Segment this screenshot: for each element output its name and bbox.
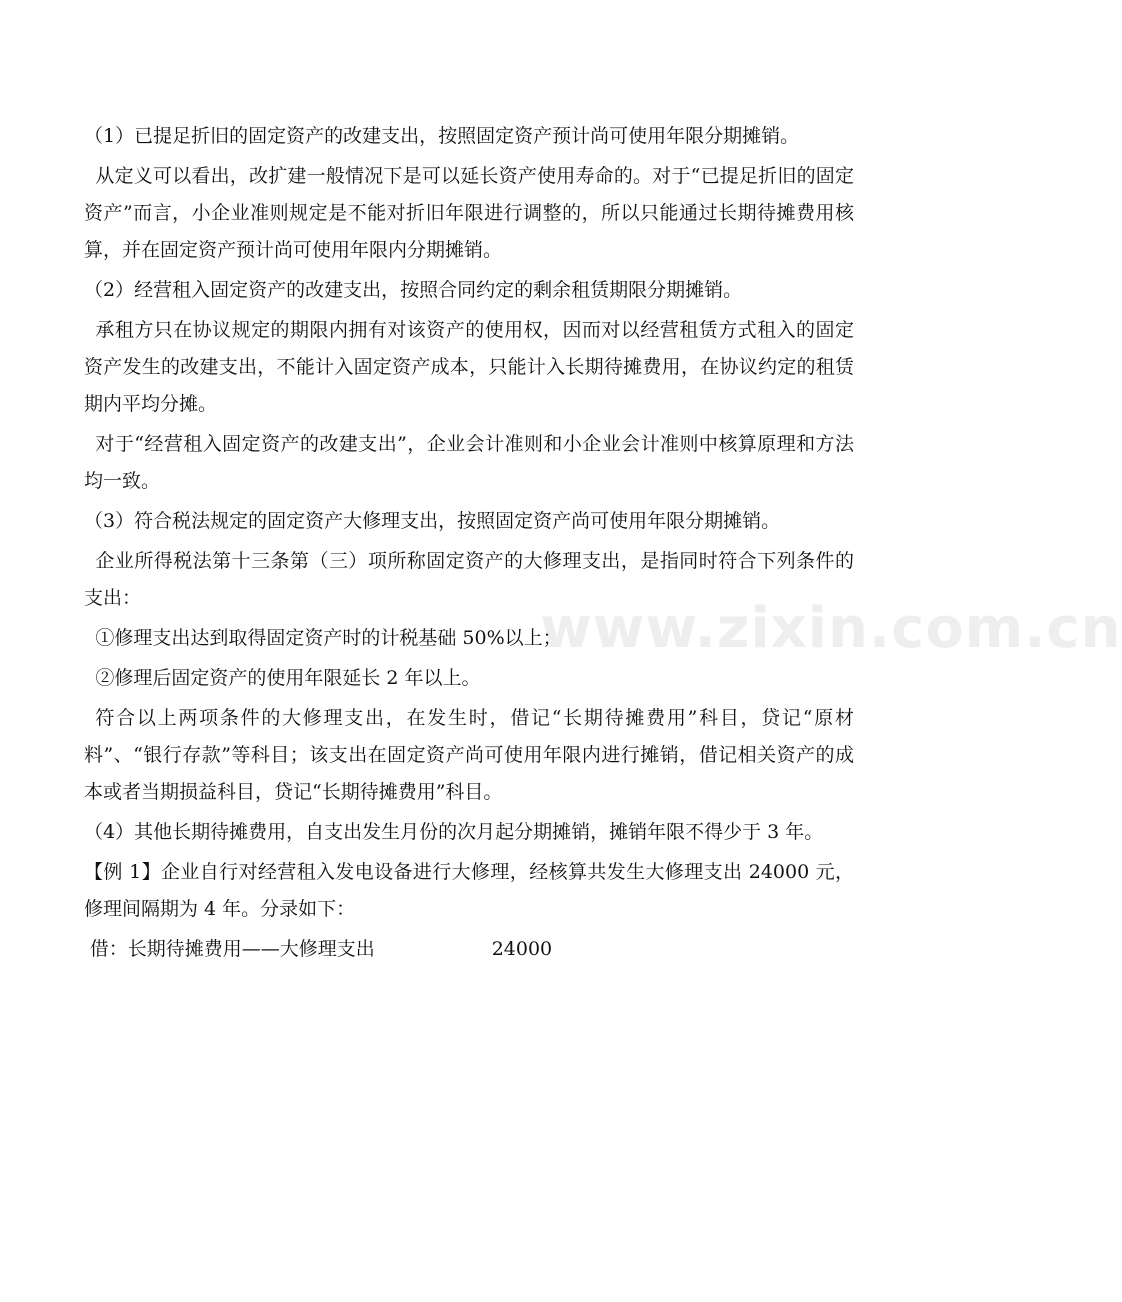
journal-debit-amount: 24000 xyxy=(491,938,553,960)
paragraph-item-1: （1）已提足折旧的固定资产的改建支出，按照固定资产预计尚可使用年限分期摊销。 xyxy=(84,125,800,147)
paragraph-item-3: （3）符合税法规定的固定资产大修理支出，按照固定资产尚可使用年限分期摊销。 xyxy=(84,510,781,532)
paragraph-accounting-entry: 符合以上两项条件的大修理支出，在发生时，借记“长期待摊费用”科目，贷记“原材料”、“银行存款”等科目；该支出在固定资产尚可使用年限内进行摊销，借记相关资产的成本或者当期损益科目，贷记“长期待摊费用”科目。 xyxy=(84,707,854,803)
paragraph-item-2: （2）经营租入固定资产的改建支出，按照合同约定的剩余租赁期限分期摊销。 xyxy=(84,279,743,301)
paragraph-consistency: 对于“经营租入固定资产的改建支出”，企业会计准则和小企业会计准则中核算原理和方法均一致。 xyxy=(84,433,854,492)
paragraph-item-4: （4）其他长期待摊费用，自支出发生月份的次月起分期摊销，摊销年限不得少于 3 年。 xyxy=(84,821,824,843)
paragraph-example-1: 【例 1】企业自行对经营租入发电设备进行大修理，经核算共发生大修理支出 24000 元，修理间隔期为 4 年。分录如下： xyxy=(84,861,854,920)
paragraph-lessee: 承租方只在协议规定的期限内拥有对该资产的使用权，因而对以经营租赁方式租入的固定资产发生的改建支出，不能计入固定资产成本，只能计入长期待摊费用，在协议约定的租赁期内平均分摊。 xyxy=(84,319,854,415)
journal-debit-account: 借：长期待摊费用——大修理支出 xyxy=(89,938,375,960)
watermark: www.zixin.com.cn xyxy=(540,596,1122,661)
paragraph-tax-law: 企业所得税法第十三条第（三）项所称固定资产的大修理支出，是指同时符合下列条件的支出： xyxy=(84,550,854,609)
paragraph-condition-1: ①修理支出达到取得固定资产时的计税基础 50%以上； xyxy=(95,627,562,649)
paragraph-condition-2: ②修理后固定资产的使用年限延长 2 年以上。 xyxy=(95,667,481,689)
journal-entry xyxy=(84,931,854,968)
document-body xyxy=(84,118,854,968)
paragraph-definition: 从定义可以看出，改扩建一般情况下是可以延长资产使用寿命的。对于“已提足折旧的固定资产”而言，小企业准则规定是不能对折旧年限进行调整的，所以只能通过长期待摊费用核算，并在固定资产预计尚可使用年限内分期摊销。 xyxy=(84,165,854,261)
